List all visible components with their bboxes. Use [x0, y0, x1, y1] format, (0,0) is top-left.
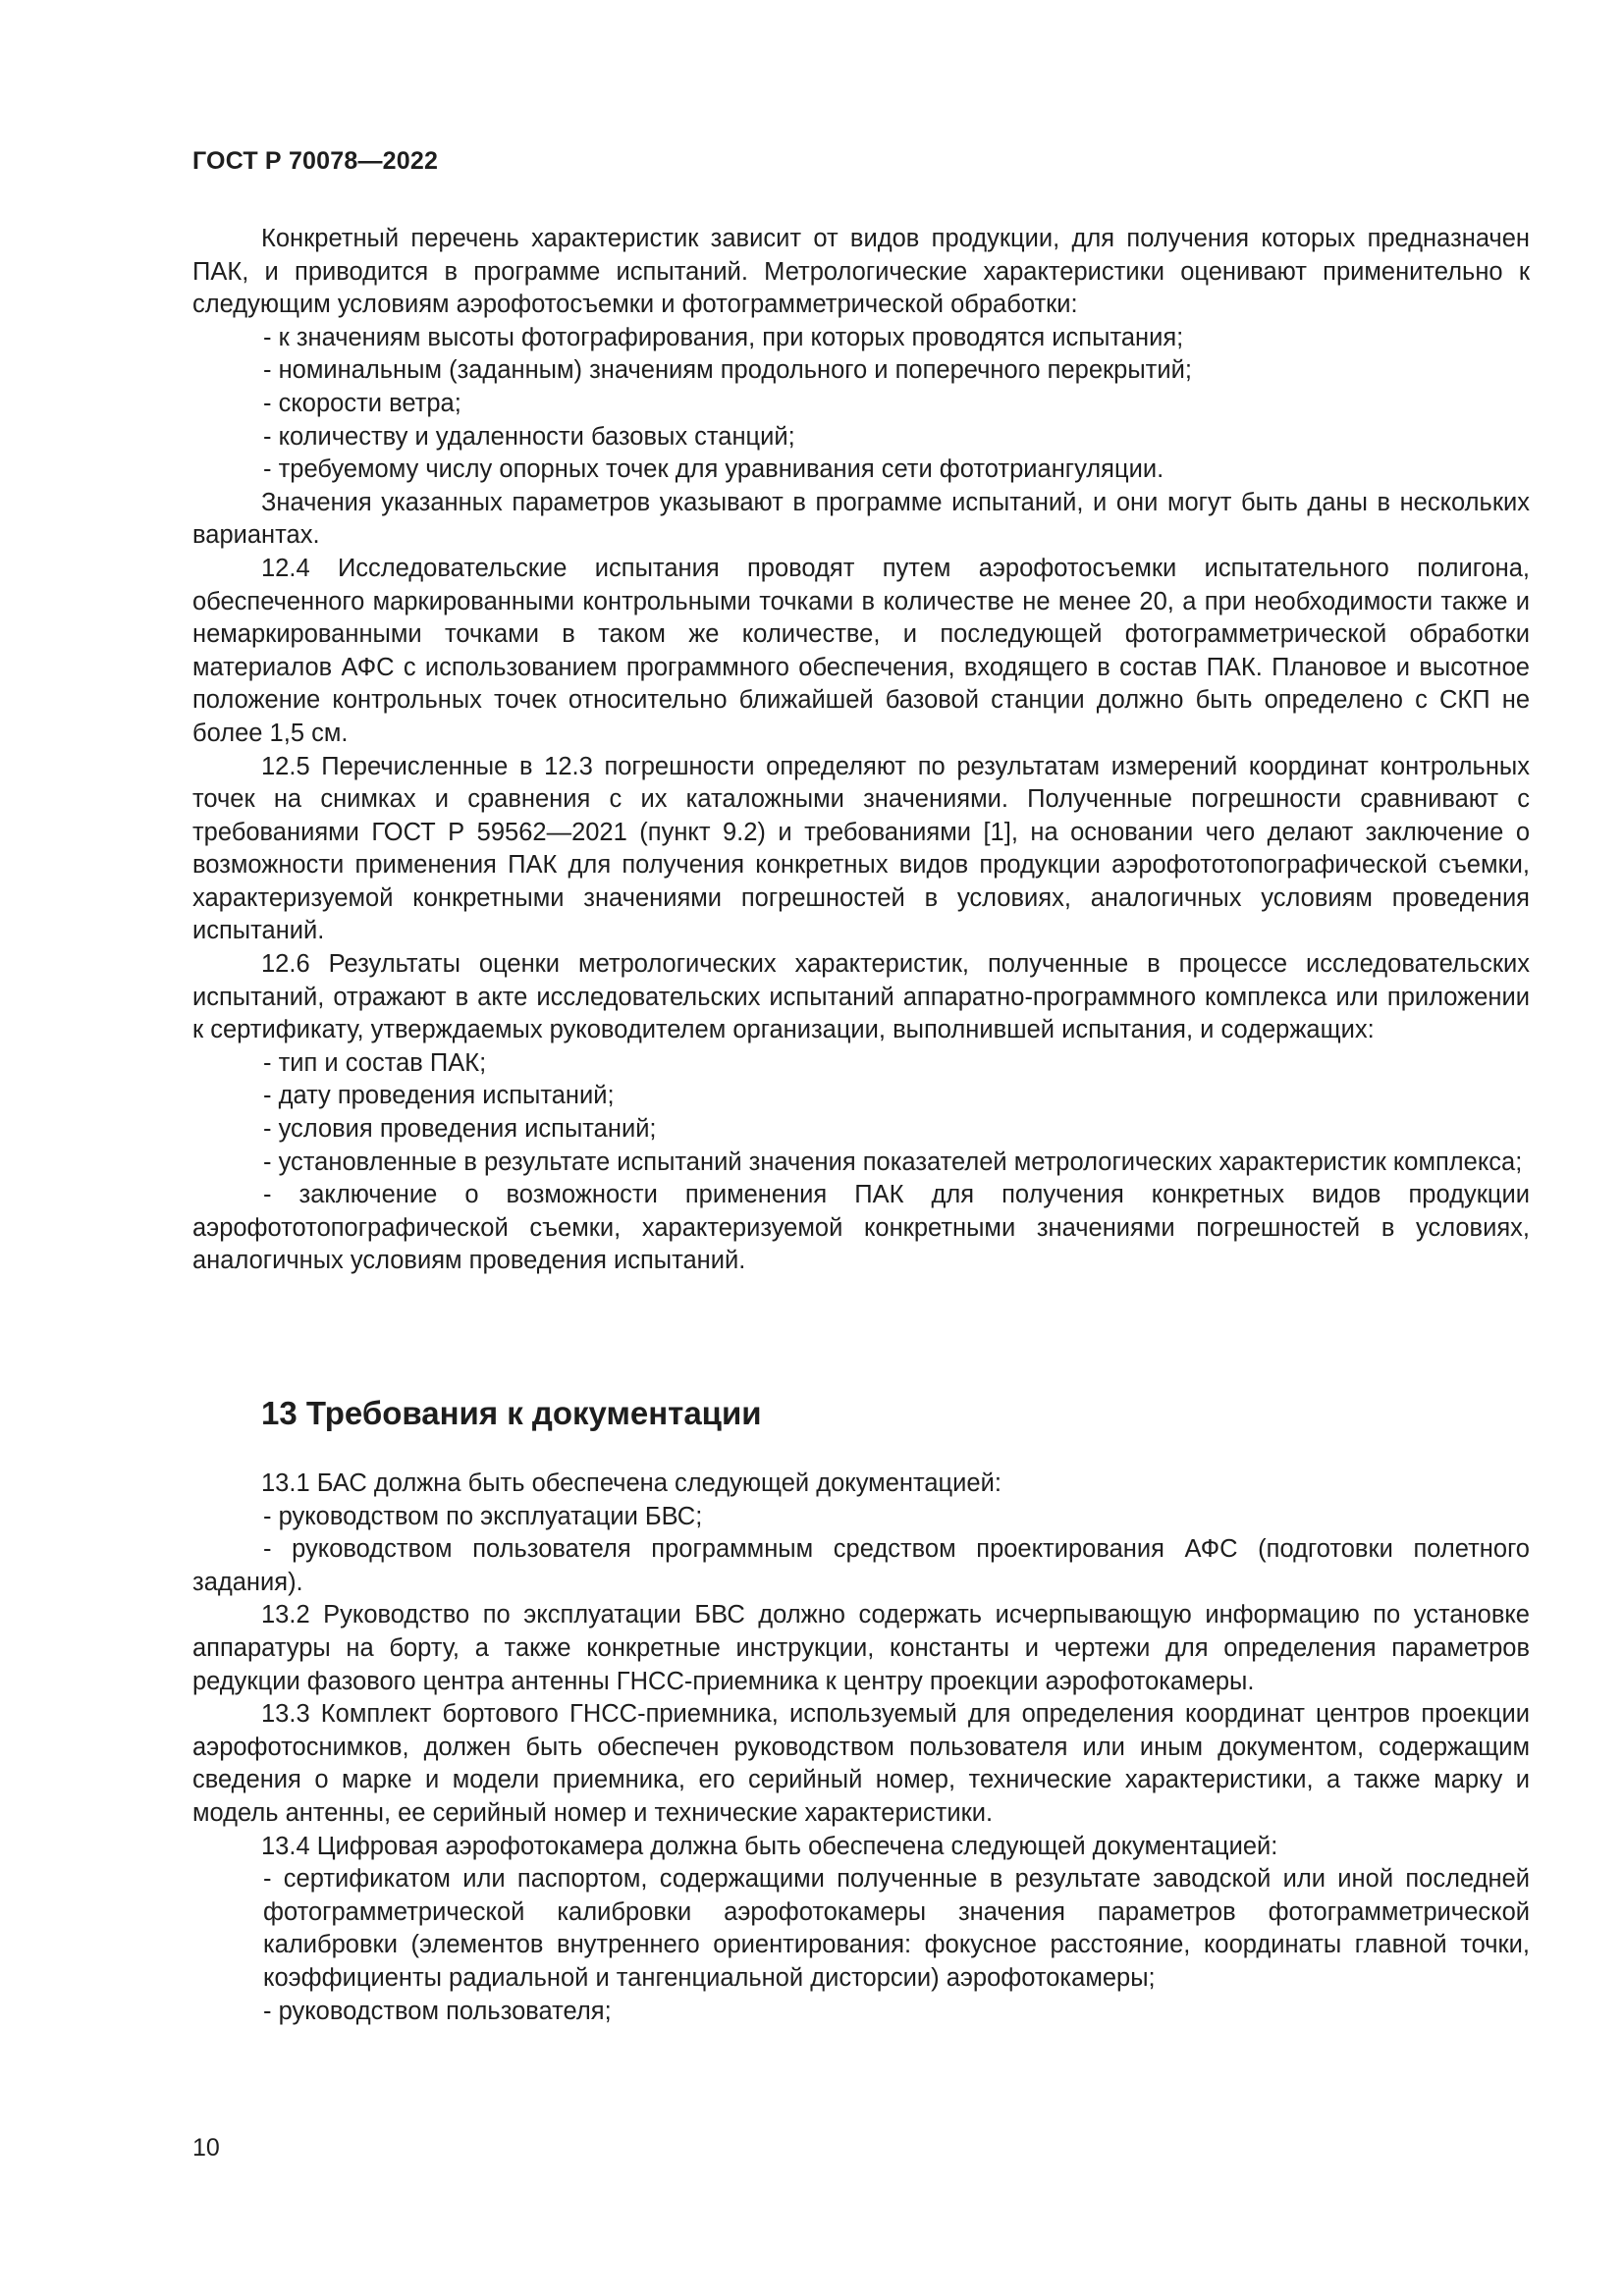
clause-12-4: 12.4 Исследовательские испытания проводят путем аэрофотосъемки испытательного полигона, обеспеченного маркированными контрольными точками в количестве не менее 20, а при необходимости также и немаркированными точками в таком же количестве, и последующей фотограмметрической обработки материалов АФС с использованием программного обеспечения, входящего в состав ПАК. Плановое и высотное положение контрольных точек относительно ближайшей базовой станции должно быть определено с СКП не более 1,5 см. [192, 554, 1530, 747]
list-item: - к значениям высоты фотографирования, при которых проводятся испытания; [263, 323, 1184, 351]
clause-12-5: 12.5 Перечисленные в 12.3 погрешности определяют по результатам измерений координат контрольных точек на снимках и сравнения с их каталожными значениями. Полученные погрешности сравнивают с требованиями ГОСТ Р 59562—2021 (пункт 9.2) и требованиями [1], на основании чего делают заключение о возможности применения ПАК для получения конкретных видов продукции аэрофототопографической съемки, характеризуемой конкретными значениями погрешностей в условиях, аналогичных условиям проведения испытаний. [192, 752, 1530, 945]
paragraph: Значения указанных параметров указывают в программе испытаний, и они могут быть даны в нескольких вариантах. [192, 488, 1530, 550]
list-item: - номинальным (заданным) значениям продольного и поперечного перекрытий; [263, 356, 1192, 385]
list-item: - заключение о возможности применения ПАК для получения конкретных видов продукции аэрофототопографической съемки, характеризуемой конкретными значениями погрешностей в условиях, аналогичных условиям проведения испытаний. [192, 1181, 1530, 1275]
body-text-clause-12 [192, 223, 1530, 1278]
list-item: - скорости ветра; [263, 389, 461, 417]
clause-13-4: 13.4 Цифровая аэрофотокамера должна быть обеспечена следующей документацией: [261, 1832, 1278, 1860]
body-text-clause-13 [192, 1468, 1530, 2028]
list-item: - установленные в результате испытаний значения показателей метрологических характеристик комплекса; [263, 1148, 1523, 1176]
clause-12-6: 12.6 Результаты оценки метрологических характеристик, полученные в процессе исследовательских испытаний, отражают в акте исследовательских испытаний аппаратно-программного комплекса или приложении к сертификату, утверждаемых руководителем организации, выполнившей испытания, и содержащих: [192, 950, 1530, 1044]
document-code: ГОСТ Р 70078—2022 [192, 147, 439, 175]
list-item: - дату проведения испытаний; [263, 1082, 615, 1110]
list-item: - сертификатом или паспортом, содержащими полученные в результате заводской или иной последней фотограмметрической калибровки аэрофотокамеры значения параметров фотограмметрической калибровки (элементов внутреннего ориентирования: фокусное расстояние, координаты главной точки, коэффициенты радиальной и тангенциальной дисторсии) аэрофотокамеры; [263, 1865, 1530, 1992]
list-item: - количеству и удаленности базовых станций; [263, 422, 795, 451]
clause-13-3: 13.3 Комплект бортового ГНСС-приемника, используемый для определения координат центров проекции аэрофотоснимков, должен быть обеспечен руководством пользователя или иным документом, содержащим сведения о марке и модели приемника, его серийный номер, технические характеристики, а также марку и модель антенны, ее серийный номер и технические характеристики. [192, 1700, 1530, 1827]
clause-13-2: 13.2 Руководство по эксплуатации БВС должно содержать исчерпывающую информацию по установке аппаратуры на борту, а также конкретные инструкции, константы и чертежи для определения параметров редукции фазового центра антенны ГНСС-приемника к центру проекции аэрофотокамеры. [192, 1601, 1530, 1695]
document-page [192, 0, 1530, 2296]
list-item: - руководством пользователя программным средством проектирования АФС (подготовки полетного задания). [192, 1535, 1530, 1596]
list-item: - требуемому числу опорных точек для уравнивания сети фототриангуляции. [263, 455, 1164, 484]
clause-13-1: 13.1 БАС должна быть обеспечена следующей документацией: [261, 1469, 1001, 1497]
paragraph: Конкретный перечень характеристик зависит от видов продукции, для получения которых предназначен ПАК, и приводится в программе испытаний. Метрологические характеристики оценивают применительно к следующим условиям аэрофотосъемки и фотограмметрической обработки: [192, 225, 1530, 319]
list-item: - тип и состав ПАК; [263, 1048, 487, 1077]
list-item: - руководством по эксплуатации БВС; [263, 1502, 703, 1530]
list-item: - руководством пользователя; [263, 1997, 612, 2025]
page-number: 10 [192, 2134, 220, 2162]
section-heading: 13 Требования к документации [261, 1395, 762, 1431]
list-item: - условия проведения испытаний; [263, 1115, 657, 1144]
